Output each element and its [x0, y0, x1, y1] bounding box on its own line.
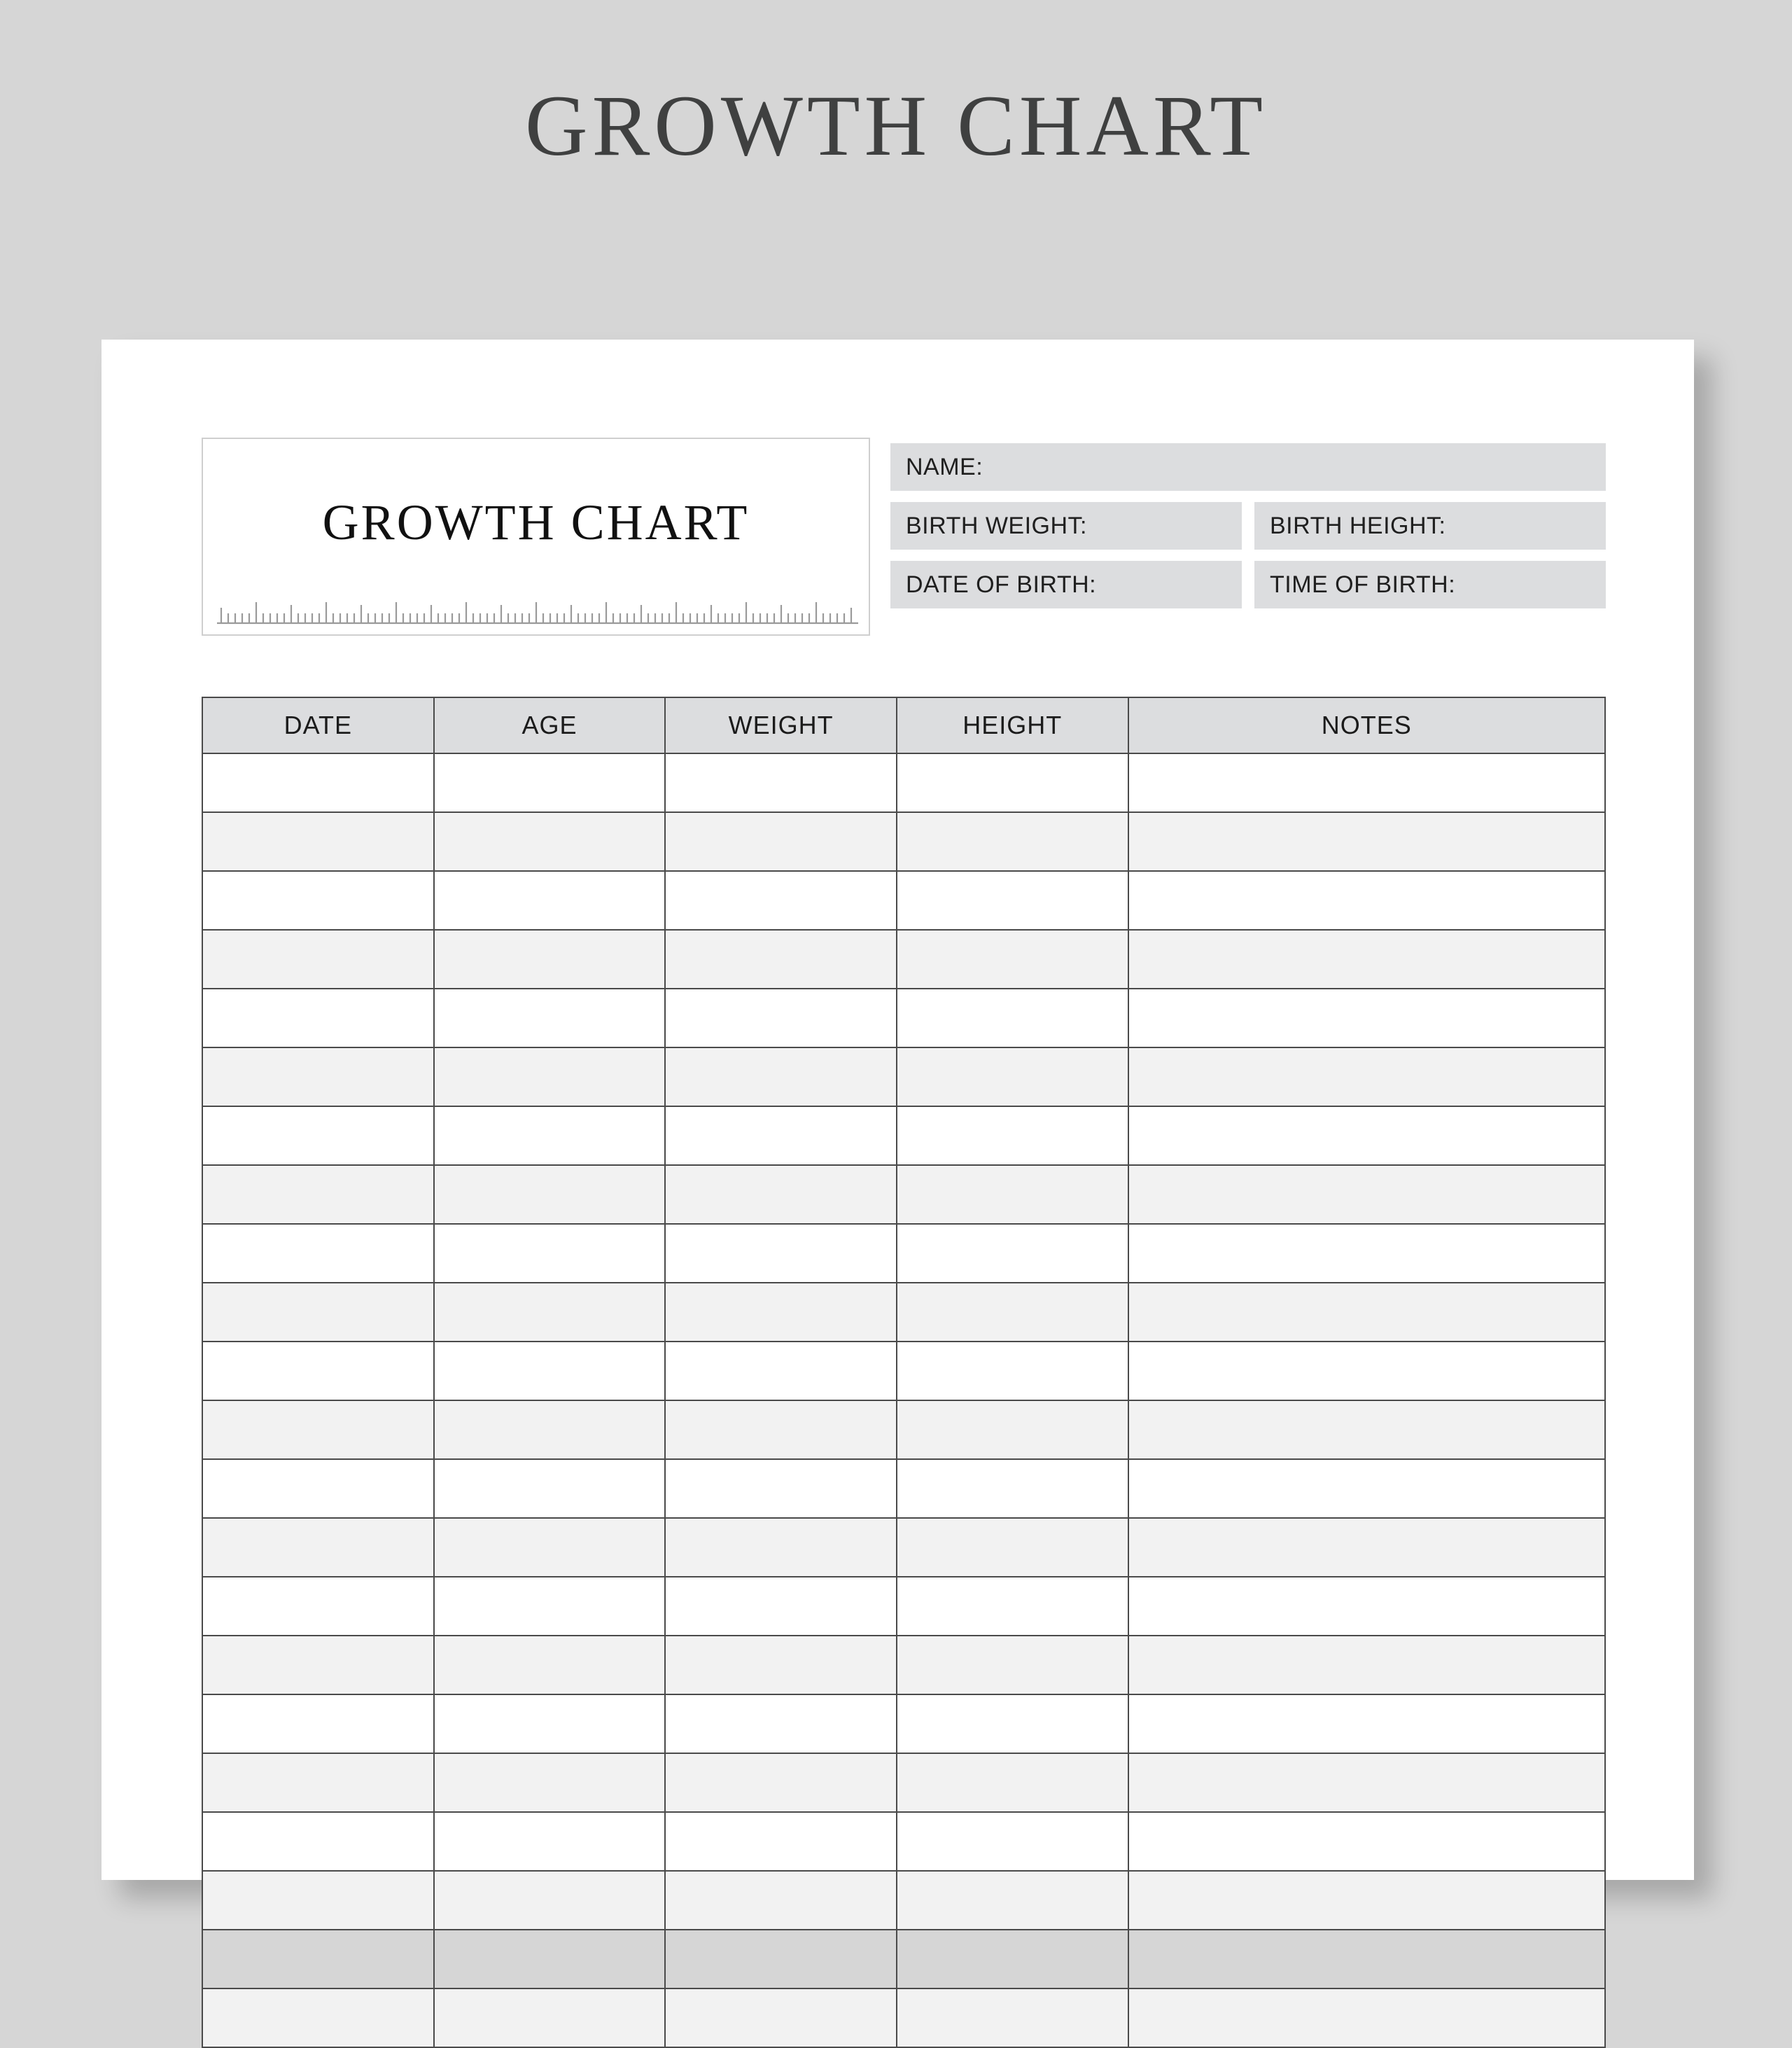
table-row: [202, 1988, 1605, 2047]
sheet-header: [202, 438, 1606, 641]
table-cell[interactable]: [1128, 1165, 1605, 1224]
table-cell[interactable]: [665, 1636, 897, 1694]
table-row: [202, 1047, 1605, 1106]
table-cell[interactable]: [202, 1224, 434, 1283]
table-row: [202, 1165, 1605, 1224]
name-field[interactable]: [890, 443, 1606, 491]
table-cell[interactable]: [665, 1871, 897, 1930]
table-cell[interactable]: [897, 930, 1128, 989]
column-header-age: AGE: [434, 697, 666, 753]
table-cell[interactable]: [665, 1400, 897, 1459]
table-row: [202, 871, 1605, 930]
table-row: [202, 1812, 1605, 1871]
table-cell[interactable]: [434, 1106, 666, 1165]
table-row: [202, 1283, 1605, 1342]
table-cell[interactable]: [434, 1988, 666, 2047]
table-cell[interactable]: [897, 1224, 1128, 1283]
table-cell[interactable]: [897, 1165, 1128, 1224]
date-of-birth-field[interactable]: [890, 561, 1242, 608]
table-row: [202, 1930, 1605, 1988]
table-cell[interactable]: [202, 1636, 434, 1694]
table-row: [202, 1224, 1605, 1283]
table-cell[interactable]: [434, 930, 666, 989]
table-cell[interactable]: [897, 1047, 1128, 1106]
ruler-icon: [216, 592, 860, 625]
page-title: GROWTH CHART: [525, 78, 1267, 174]
table-cell[interactable]: [897, 1812, 1128, 1871]
table-row: [202, 1753, 1605, 1812]
table-row: [202, 1518, 1605, 1577]
table-cell[interactable]: [665, 812, 897, 871]
table-row: [202, 1400, 1605, 1459]
column-header-weight: WEIGHT: [665, 697, 897, 753]
table-cell[interactable]: [202, 930, 434, 989]
birth-measurements-row: [890, 502, 1606, 550]
table-cell[interactable]: [202, 989, 434, 1047]
table-row: [202, 1636, 1605, 1694]
growth-table-container: [202, 697, 1606, 2048]
table-row: [202, 1106, 1605, 1165]
table-cell[interactable]: [202, 812, 434, 871]
table-cell[interactable]: [665, 871, 897, 930]
table-cell[interactable]: [434, 1930, 666, 1988]
table-cell[interactable]: [434, 812, 666, 871]
table-cell[interactable]: [434, 1636, 666, 1694]
birth-weight-label: BIRTH WEIGHT:: [906, 512, 1087, 539]
table-cell[interactable]: [665, 930, 897, 989]
time-of-birth-label: TIME OF BIRTH:: [1270, 571, 1456, 598]
table-cell[interactable]: [897, 989, 1128, 1047]
table-cell[interactable]: [202, 1518, 434, 1577]
table-cell[interactable]: [1128, 1342, 1605, 1400]
table-cell[interactable]: [897, 1930, 1128, 1988]
table-cell[interactable]: [665, 1047, 897, 1106]
table-cell[interactable]: [897, 1694, 1128, 1753]
table-cell[interactable]: [434, 1459, 666, 1518]
table-cell[interactable]: [897, 812, 1128, 871]
table-cell[interactable]: [1128, 1871, 1605, 1930]
table-row: [202, 1871, 1605, 1930]
table-cell[interactable]: [1128, 1930, 1605, 1988]
table-cell[interactable]: [665, 1459, 897, 1518]
table-cell[interactable]: [897, 1636, 1128, 1694]
table-cell[interactable]: [665, 1988, 897, 2047]
table-cell[interactable]: [897, 871, 1128, 930]
table-cell[interactable]: [434, 989, 666, 1047]
table-row: [202, 989, 1605, 1047]
table-cell[interactable]: [202, 1459, 434, 1518]
table-cell[interactable]: [665, 1930, 897, 1988]
table-cell[interactable]: [665, 1518, 897, 1577]
table-row: [202, 753, 1605, 812]
table-cell[interactable]: [202, 1342, 434, 1400]
table-cell[interactable]: [202, 1283, 434, 1342]
table-cell[interactable]: [665, 1342, 897, 1400]
table-cell[interactable]: [434, 1047, 666, 1106]
table-cell[interactable]: [1128, 1459, 1605, 1518]
date-of-birth-label: DATE OF BIRTH:: [906, 571, 1097, 598]
table-cell[interactable]: [897, 1988, 1128, 2047]
table-cell[interactable]: [897, 1518, 1128, 1577]
table-cell[interactable]: [202, 1930, 434, 1988]
info-fields: [890, 438, 1606, 641]
table-cell[interactable]: [1128, 1400, 1605, 1459]
table-cell[interactable]: [202, 1753, 434, 1812]
table-row: [202, 1459, 1605, 1518]
name-field-label: NAME:: [906, 453, 983, 480]
table-cell[interactable]: [434, 1224, 666, 1283]
table-cell[interactable]: [897, 1283, 1128, 1342]
table-cell[interactable]: [202, 871, 434, 930]
growth-table-body: [202, 753, 1605, 2047]
table-cell[interactable]: [202, 1400, 434, 1459]
table-cell[interactable]: [1128, 871, 1605, 930]
table-cell[interactable]: [202, 753, 434, 812]
column-header-date: DATE: [202, 697, 434, 753]
table-cell[interactable]: [1128, 1047, 1605, 1106]
table-cell[interactable]: [1128, 753, 1605, 812]
table-cell[interactable]: [1128, 989, 1605, 1047]
birth-height-label: BIRTH HEIGHT:: [1270, 512, 1446, 539]
table-cell[interactable]: [897, 1871, 1128, 1930]
table-cell[interactable]: [897, 1342, 1128, 1400]
table-cell[interactable]: [434, 753, 666, 812]
table-cell[interactable]: [202, 1165, 434, 1224]
table-cell[interactable]: [665, 1283, 897, 1342]
table-cell[interactable]: [897, 1459, 1128, 1518]
table-cell[interactable]: [1128, 1988, 1605, 2047]
table-cell[interactable]: [1128, 812, 1605, 871]
table-cell[interactable]: [665, 1812, 897, 1871]
table-cell[interactable]: [665, 1577, 897, 1636]
table-cell[interactable]: [434, 871, 666, 930]
printable-sheet: [102, 340, 1694, 1880]
table-cell[interactable]: [897, 753, 1128, 812]
column-header-notes: NOTES: [1128, 697, 1605, 753]
table-cell[interactable]: [202, 1988, 434, 2047]
table-cell[interactable]: [202, 1694, 434, 1753]
table-cell[interactable]: [202, 1047, 434, 1106]
table-cell[interactable]: [665, 989, 897, 1047]
time-of-birth-field[interactable]: [1254, 561, 1606, 608]
table-cell[interactable]: [1128, 1283, 1605, 1342]
logo-box: [202, 438, 870, 636]
table-cell[interactable]: [202, 1871, 434, 1930]
table-cell[interactable]: [1128, 1106, 1605, 1165]
table-cell[interactable]: [1128, 1518, 1605, 1577]
birth-weight-field[interactable]: [890, 502, 1242, 550]
table-cell[interactable]: [434, 1165, 666, 1224]
table-cell[interactable]: [665, 1224, 897, 1283]
table-cell[interactable]: [665, 1753, 897, 1812]
table-cell[interactable]: [1128, 1753, 1605, 1812]
table-row: [202, 1694, 1605, 1753]
table-cell[interactable]: [897, 1106, 1128, 1165]
birth-datetime-row: [890, 561, 1606, 608]
table-cell[interactable]: [434, 1753, 666, 1812]
table-cell[interactable]: [897, 1753, 1128, 1812]
table-cell[interactable]: [1128, 1694, 1605, 1753]
birth-height-field[interactable]: [1254, 502, 1606, 550]
table-cell[interactable]: [202, 1106, 434, 1165]
table-cell[interactable]: [665, 1694, 897, 1753]
table-cell[interactable]: [434, 1518, 666, 1577]
table-cell[interactable]: [202, 1577, 434, 1636]
table-row: [202, 812, 1605, 871]
logo-title: GROWTH CHART: [322, 494, 750, 550]
table-cell[interactable]: [434, 1694, 666, 1753]
growth-table: [202, 697, 1606, 2048]
table-cell[interactable]: [665, 1106, 897, 1165]
table-cell[interactable]: [1128, 1577, 1605, 1636]
table-cell[interactable]: [434, 1871, 666, 1930]
table-cell[interactable]: [897, 1400, 1128, 1459]
table-cell[interactable]: [1128, 1812, 1605, 1871]
table-cell[interactable]: [665, 1165, 897, 1224]
table-header-row: [202, 697, 1605, 753]
table-cell[interactable]: [434, 1342, 666, 1400]
column-header-height: HEIGHT: [897, 697, 1128, 753]
table-cell[interactable]: [434, 1812, 666, 1871]
table-cell[interactable]: [202, 1812, 434, 1871]
table-row: [202, 1577, 1605, 1636]
table-cell[interactable]: [434, 1400, 666, 1459]
table-cell[interactable]: [434, 1577, 666, 1636]
table-cell[interactable]: [665, 753, 897, 812]
table-row: [202, 1342, 1605, 1400]
table-cell[interactable]: [1128, 930, 1605, 989]
table-cell[interactable]: [897, 1577, 1128, 1636]
table-row: [202, 930, 1605, 989]
table-cell[interactable]: [434, 1283, 666, 1342]
table-cell[interactable]: [1128, 1224, 1605, 1283]
table-cell[interactable]: [1128, 1636, 1605, 1694]
